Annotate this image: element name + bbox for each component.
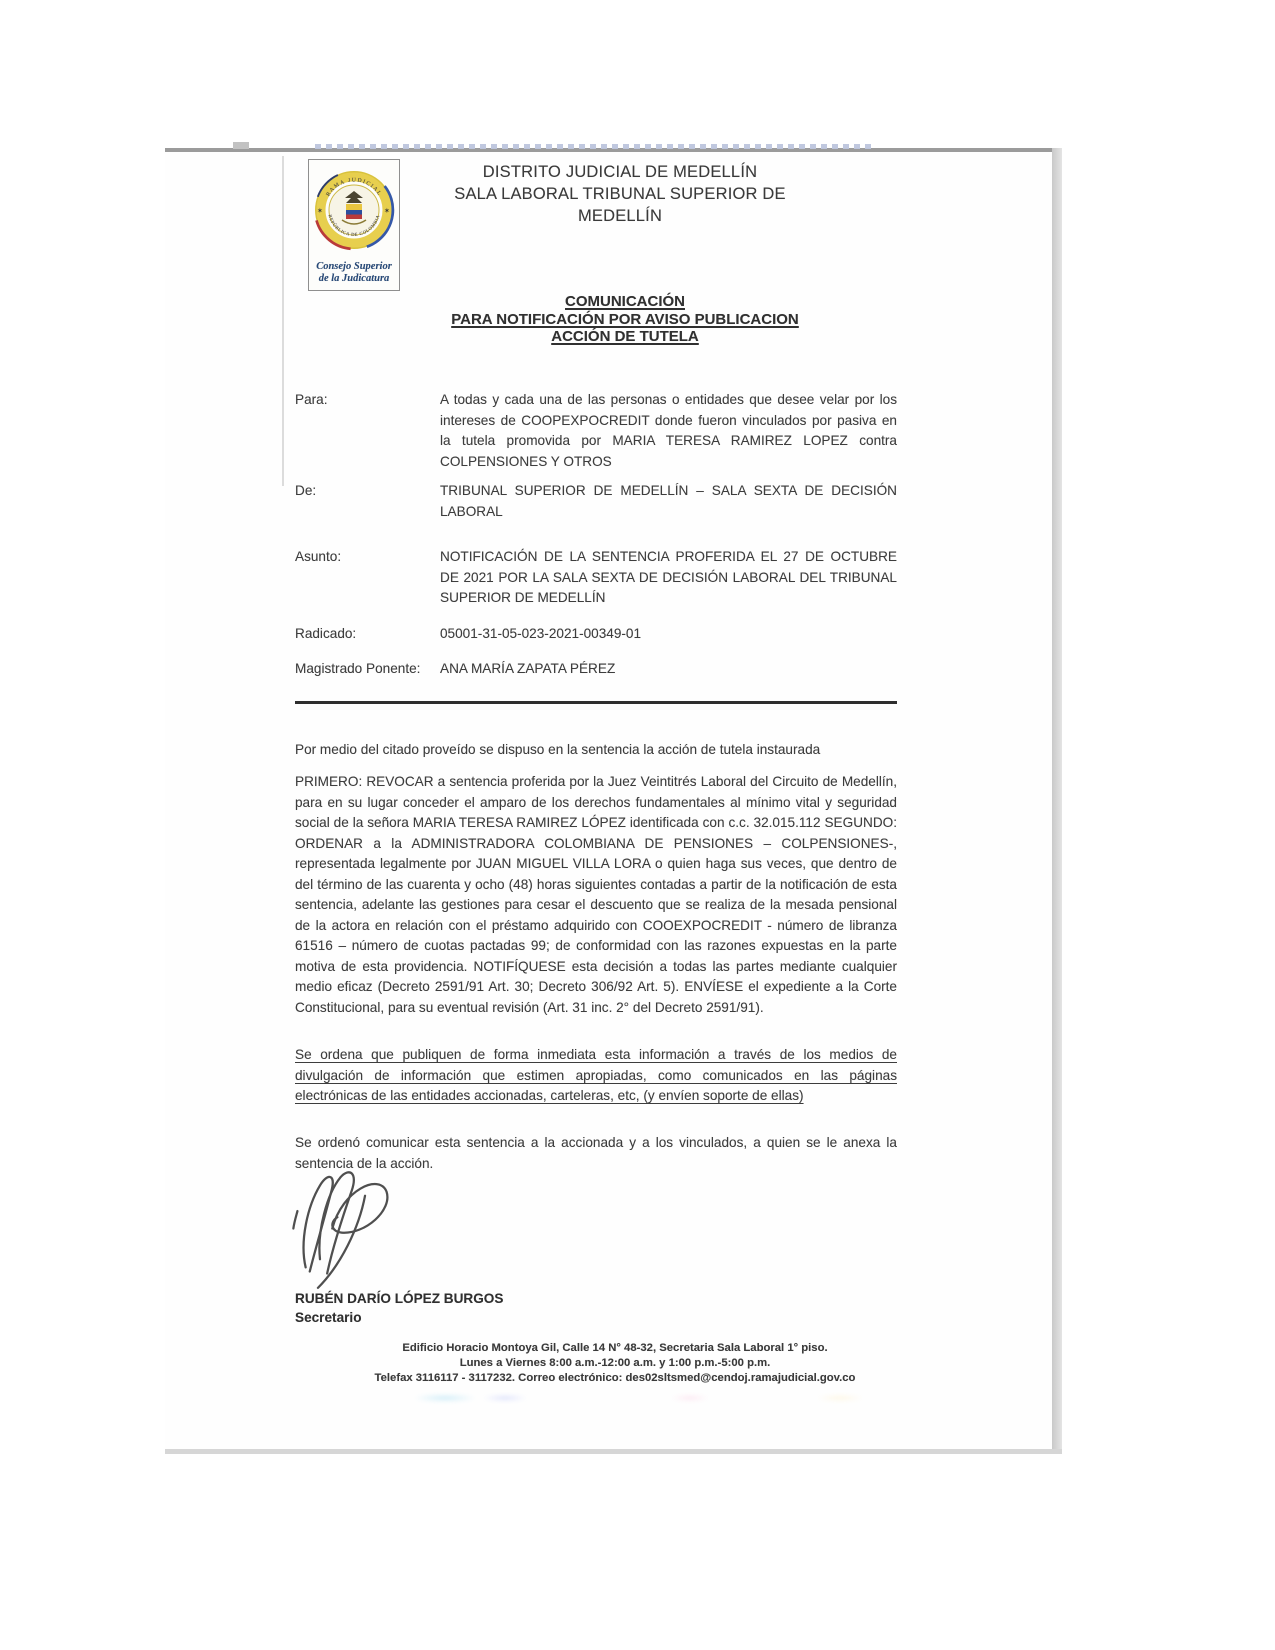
paragraph-closing: Se ordenó comunicar esta sentencia a la accionada y a los vinculados, a quien se le anexa la sentencia de la acción. (295, 1135, 897, 1171)
field-value-para: A todas y cada una de las personas o entidades que desee velar por los intereses de COOPEXPOCREDIT donde fueron vinculados por pasiva en la tutela promovida por MARIA TERESA RAMIREZ LOPEZ contra COLPENSIONES Y OTROS (440, 392, 897, 469)
footer-hours: Lunes a Viernes 8:00 a.m.-12:00 a.m. y 1:00 p.m.-5:00 p.m. (459, 1357, 771, 1369)
seal-top-text: RAMA JUDICIAL (325, 177, 383, 198)
judiciary-logo-box (308, 159, 400, 291)
coat-of-arms-seal-icon (309, 160, 399, 268)
org-header (435, 161, 805, 227)
paragraph-ruling: PRIMERO: REVOCAR a sentencia proferida por la Juez Veintitrés Laboral del Circuito de Medellín, para en su lugar conceder el amparo de los derechos fundamentales al mínimo vital y seguridad social de la señora MARIA TERESA RAMIREZ LÓPEZ identificada con c.c. 32.015.112 SEGUNDO: ORDENAR a la ADMINISTRADORA COLOMBIANA DE PENSIONES – COLPENSIONES-, representada legalmente por JUAN MIGUEL VILLA LORA o quien haga sus veces, que dentro de del término de las cuarenta y ocho (48) horas siguientes contadas a partir de la notificación de esta sentencia, adelante las gestiones para cesar el descuento que se realiza de la mesada pensional de la actora en relación con el préstamo adquirido con COOEXPOCREDIT - número de libranza 61516 – número de cuotas pactadas 99; de conformidad con las razones expuestas en la parte motiva de esta providencia. NOTIFÍQUESE esta decisión a todas las partes mediante cualquier medio eficaz (Decreto 2591/91 Art. 30; Decreto 306/92 Art. 5). ENVÍESE el expediente a la Corte Constitucional, para su eventual revisión (Art. 31 inc. 2° del Decreto 2591/91). (295, 774, 897, 1015)
field-label-magistrado: Magistrado Ponente: (295, 661, 421, 676)
field-label-para: Para: (295, 392, 328, 407)
footer-contact: Telefax 3116117 - 3117232. Correo electrónico: des02sltsmed@cendoj.ramajudicial.gov.co (374, 1372, 856, 1384)
field-row-radicado (295, 624, 897, 645)
signature-image (283, 1165, 401, 1293)
field-value-radicado: 05001-31-05-023-2021-00349-01 (440, 626, 642, 641)
title-line1: COMUNICACIÓN (565, 293, 685, 310)
field-label-asunto: Asunto: (295, 549, 342, 564)
page-bottom-edge (165, 1449, 1062, 1454)
title-line2: PARA NOTIFICACIÓN POR AVISO PUBLICACION (451, 310, 799, 328)
scan-artifact-vertical-line (282, 156, 284, 486)
field-label-de: De: (295, 483, 317, 498)
scanned-document-page (165, 148, 1052, 1449)
seal-star-left: ✶ (317, 208, 323, 215)
document-title (325, 293, 925, 346)
page-footer (310, 1341, 920, 1386)
seal-shield-yellow (346, 204, 362, 210)
logo-caption (309, 261, 399, 285)
footer-address: Edificio Horacio Montoya Gil, Calle 14 N° 48-32, Secretaria Sala Laboral 1° piso. (402, 1342, 828, 1354)
field-row-magistrado (295, 659, 897, 680)
field-value-de: TRIBUNAL SUPERIOR DE MEDELLÍN – SALA SEXTA DE DECISIÓN LABORAL (440, 483, 897, 519)
field-row-de (295, 481, 897, 522)
signatory-role: Secretario (295, 1310, 362, 1325)
seal-shield-blue (346, 210, 362, 215)
paragraph-publication-order: Se ordena que publiquen de forma inmediata esta información a través de los medios de divulgación de información que estimen apropiadas, como comunicados en las páginas electrónicas de las entidades accionadas, carteleras, etc, (y envíen soporte de ellas) (295, 1047, 897, 1103)
scan-artifact-color-smudge (355, 1390, 935, 1406)
field-row-para (295, 390, 897, 472)
scan-artifact-tick (233, 142, 249, 149)
horizontal-rule (295, 701, 897, 704)
seal-star-right: ✶ (384, 208, 390, 215)
seal-bottom-text: REPÚBLICA DE COLOMBIA (327, 213, 381, 238)
field-value-magistrado: ANA MARÍA ZAPATA PÉREZ (440, 661, 616, 676)
field-row-asunto (295, 547, 897, 609)
org-header-line1: DISTRITO JUDICIAL DE MEDELLÍN (482, 163, 758, 181)
paragraph-intro: Por medio del citado proveído se dispuso en la sentencia la acción de tutela instaurada (295, 742, 821, 757)
field-value-asunto: NOTIFICACIÓN DE LA SENTENCIA PROFERIDA EL 27 DE OCTUBRE DE 2021 POR LA SALA SEXTA DE DECISIÓN LABORAL DEL TRIBUNAL SUPERIOR DE MEDELLÍN (440, 549, 897, 605)
org-header-line3: MEDELLÍN (577, 207, 663, 225)
page-right-edge (1052, 148, 1062, 1454)
scan-artifact-dashes (315, 144, 875, 149)
logo-caption-line2: de la Judicatura (318, 273, 390, 284)
org-header-line2: SALA LABORAL TRIBUNAL SUPERIOR DE (454, 185, 786, 203)
field-label-radicado: Radicado: (295, 626, 357, 641)
logo-caption-line1: Consejo Superior (316, 261, 392, 272)
title-line3: ACCIÓN DE TUTELA (551, 328, 699, 345)
seal-shield-red (346, 215, 362, 220)
signatory-name: RUBÉN DARÍO LÓPEZ BURGOS (295, 1291, 504, 1306)
